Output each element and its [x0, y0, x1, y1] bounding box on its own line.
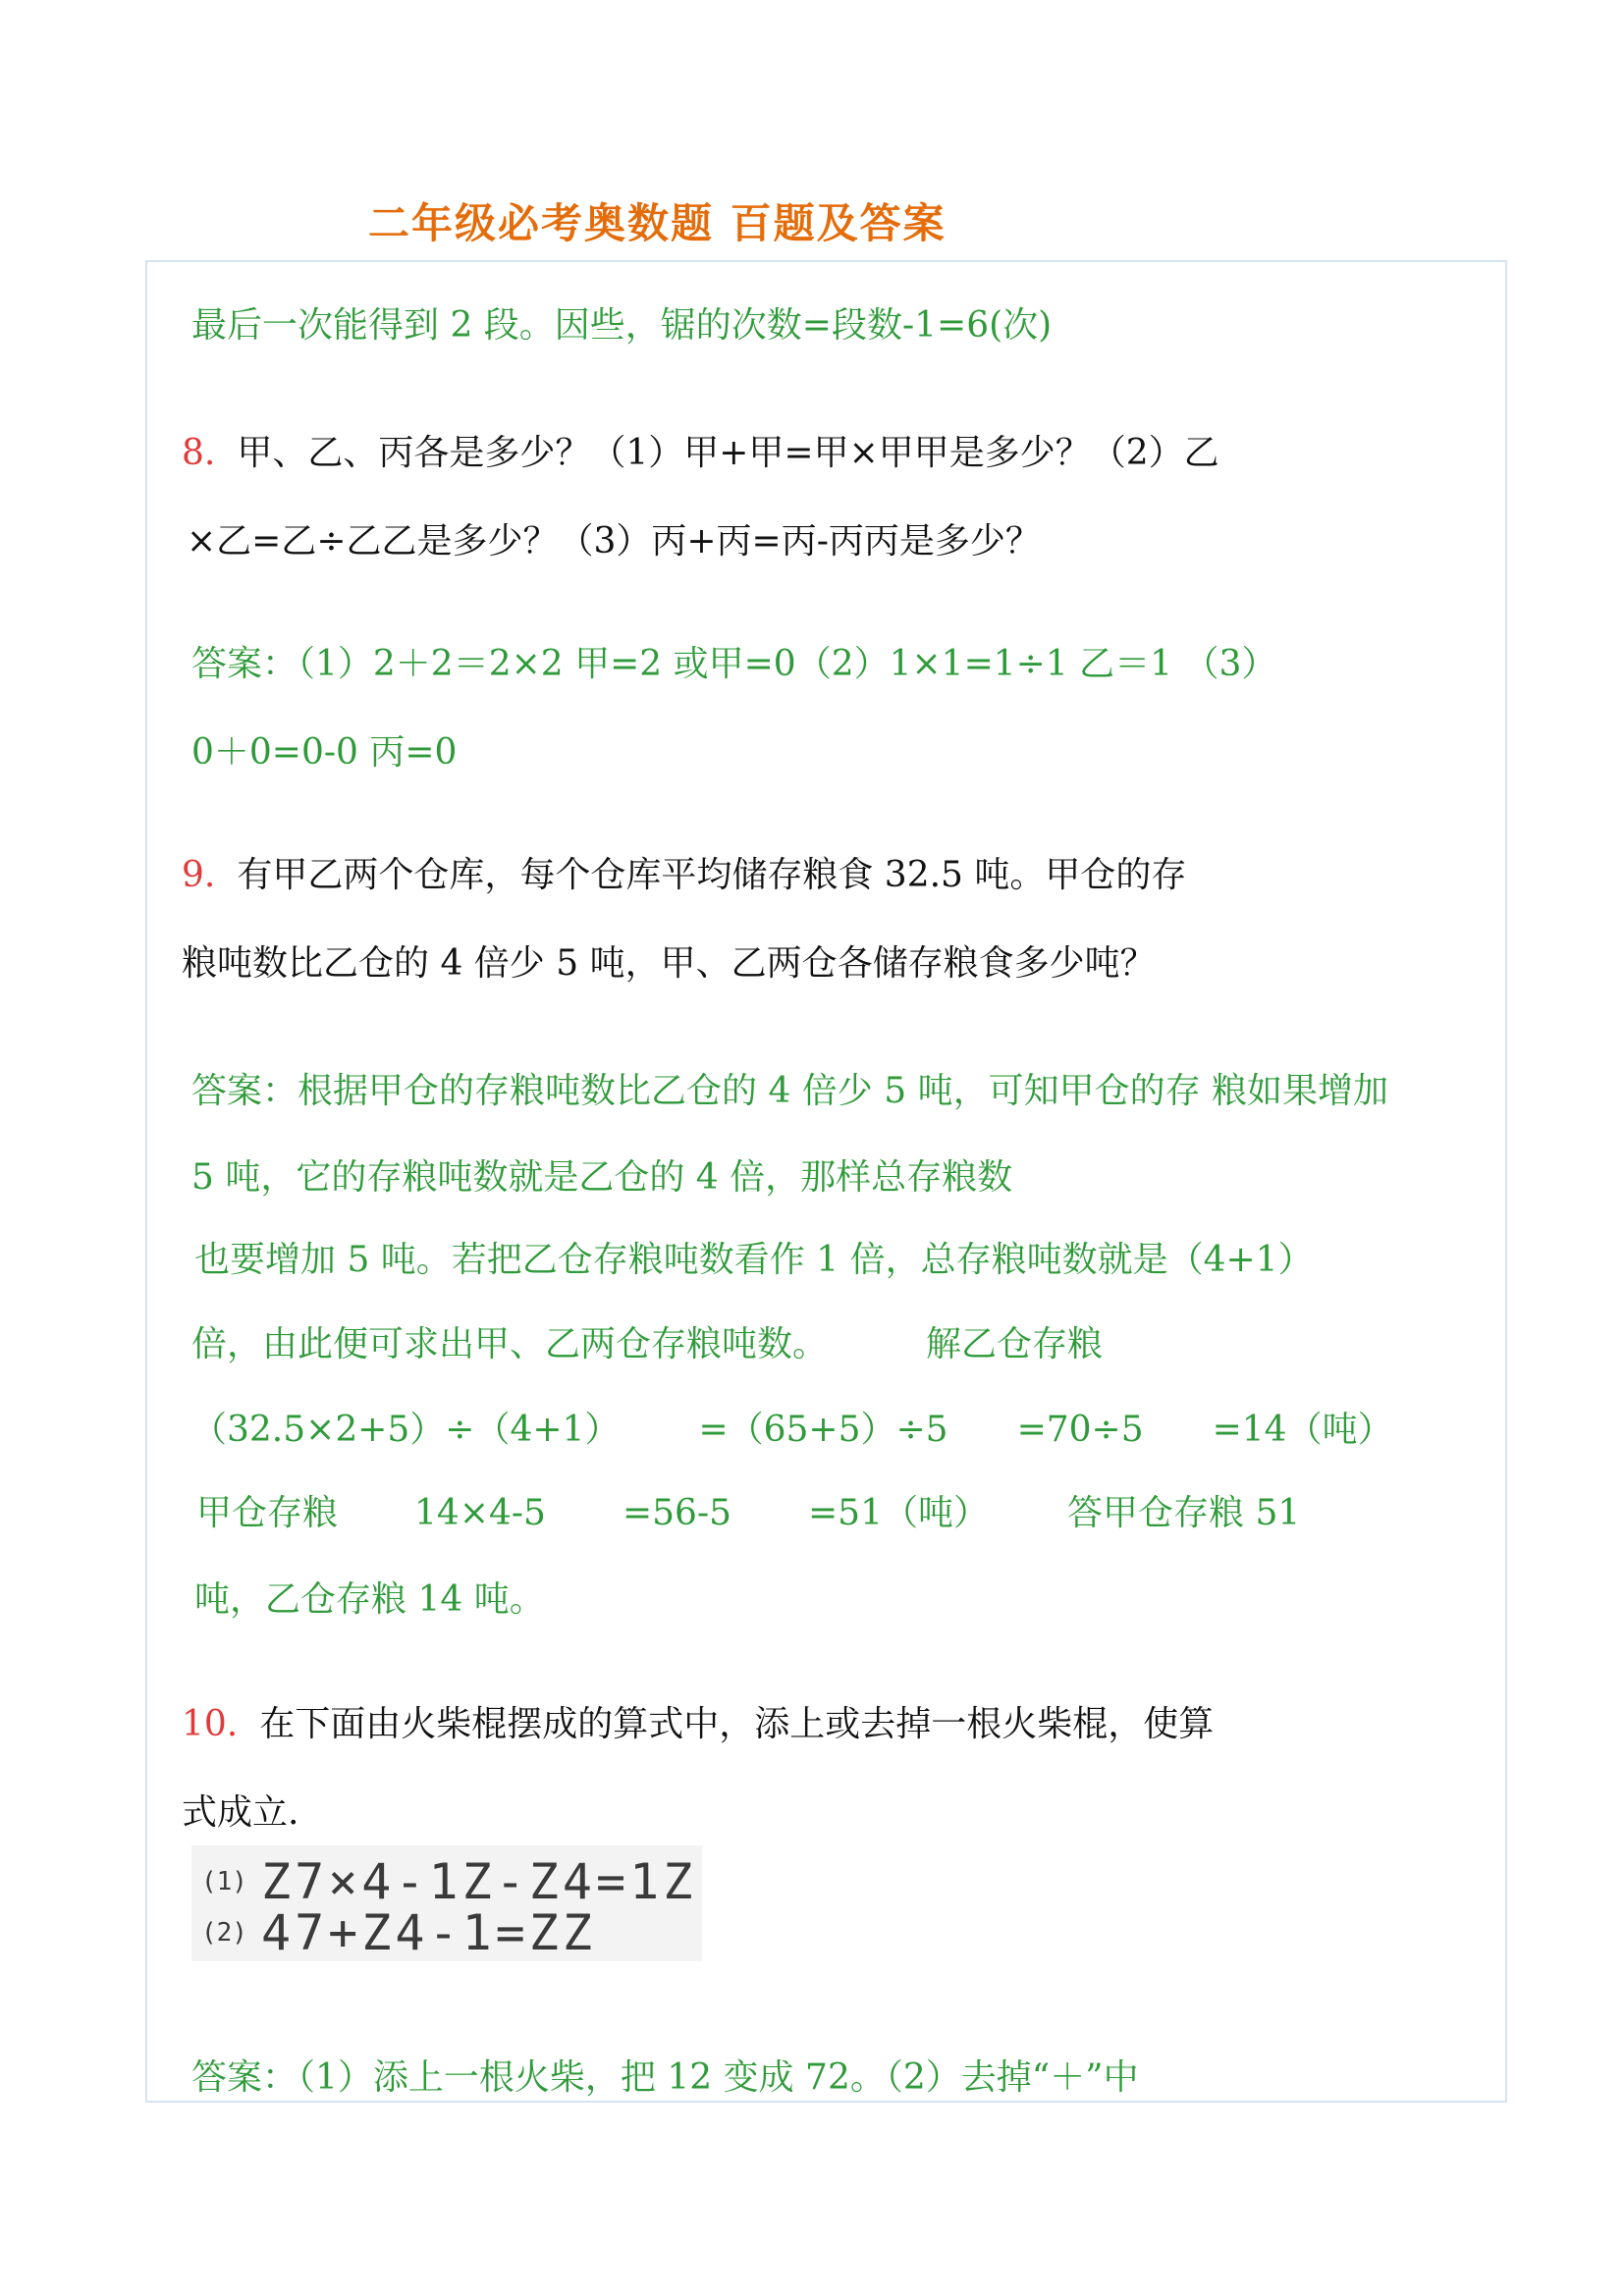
answer-8-line-1: 答案：（1）2＋2＝2×2 甲=2 或甲=0（2）1×1=1÷1 乙＝1 （3）	[191, 644, 1277, 684]
matchstick-row-2-expr: 47+Z4-1=ZZ	[260, 1904, 596, 1961]
question-8-number: 8.	[182, 433, 216, 473]
question-10-line-2: 式成立.	[182, 1792, 299, 1833]
answer-10-line-1: 答案：（1）添上一根火柴，把 12 变成 72。（2）去掉“＋”中	[191, 2057, 1139, 2098]
answer-9-line-2: 5 吨，它的存粮吨数就是乙仓的 4 倍，那样总存粮数	[191, 1157, 1013, 1198]
question-10-number: 10.	[182, 1704, 239, 1744]
answer-7-tail: 最后一次能得到 2 段。因些，锯的次数=段数-1=6(次)	[191, 305, 1053, 346]
calc-step-5: 甲仓存粮	[196, 1493, 339, 1533]
answer-9-conclusion-1: 答甲仓存粮 51	[1067, 1493, 1301, 1533]
answer-9-line-5	[191, 1409, 1393, 1452]
question-9-line-2: 粮吨数比乙仓的 4 倍少 5 吨，甲、乙两仓各储存粮食多少吨？	[182, 943, 1156, 984]
answer-9-line-4	[191, 1323, 1103, 1366]
question-8-text-1: 甲、乙、丙各是多少？（1）甲+甲=甲×甲甲是多少？（2）乙	[237, 433, 1219, 473]
matchstick-row-1-tag: (1)	[201, 1867, 247, 1896]
matchstick-row-1	[201, 1853, 696, 1910]
question-8-line-1	[182, 432, 1219, 475]
calc-step-4: =14（吨）	[1212, 1410, 1393, 1450]
question-10-text-1: 在下面由火柴棍摆成的算式中，添上或去掉一根火柴棍，使算	[259, 1704, 1215, 1744]
answer-8-line-2: 0＋0=0-0 丙=0	[191, 732, 458, 773]
question-8-line-2: ×乙=乙÷乙乙是多少？（3）丙+丙=丙-丙丙是多少？	[187, 521, 1041, 561]
matchstick-row-2-tag: (2)	[201, 1918, 247, 1948]
question-9-line-1	[182, 854, 1186, 897]
calc-step-7: =56-5	[622, 1493, 732, 1533]
calc-step-1: （32.5×2+5）÷（4+1）	[191, 1410, 621, 1450]
question-10-line-1	[182, 1703, 1214, 1746]
answer-9-line-6	[196, 1492, 1300, 1535]
answer-9-line-4-text: 倍，由此便可求出甲、乙两仓存粮吨数。	[191, 1324, 829, 1364]
question-9-number: 9.	[182, 855, 216, 895]
matchstick-equations-image	[191, 1845, 702, 1961]
page-title: 二年级必考奥数题 百题及答案	[368, 199, 947, 247]
calc-step-6: 14×4-5	[414, 1493, 546, 1533]
answer-9-line-3: 也要增加 5 吨。若把乙仓存粮吨数看作 1 倍，总存粮吨数就是（4+1）	[194, 1240, 1314, 1280]
matchstick-row-2	[201, 1904, 596, 1961]
calc-step-8: =51（吨）	[808, 1493, 989, 1533]
answer-9-line-4-solve: 解乙仓存粮	[926, 1324, 1104, 1364]
answer-9-line-7: 吨，乙仓存粮 14 吨。	[194, 1579, 545, 1620]
calc-step-2: =（65+5）÷5	[698, 1410, 948, 1450]
calc-step-3: =70÷5	[1016, 1410, 1144, 1450]
answer-9-line-1: 答案：根据甲仓的存粮吨数比乙仓的 4 倍少 5 吨，可知甲仓的存 粮如果增加	[191, 1071, 1389, 1111]
question-9-text-1: 有甲乙两个仓库，每个仓库平均储存粮食 32.5 吨。甲仓的存	[237, 855, 1187, 895]
matchstick-row-1-expr: Z7×4-1Z-Z4=1Z	[260, 1853, 697, 1910]
